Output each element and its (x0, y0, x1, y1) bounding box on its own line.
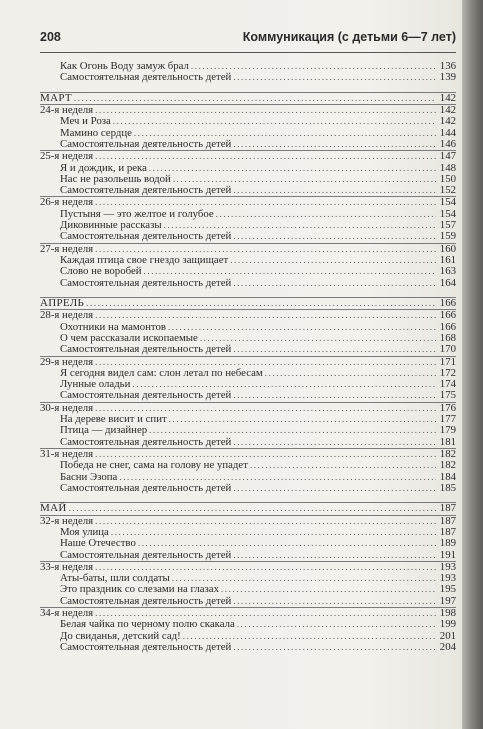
toc-page-number: 185 (439, 481, 456, 494)
toc-label: До свиданья, детский сад! (60, 629, 181, 642)
dot-leader (95, 310, 436, 321)
toc-page-number: 175 (439, 389, 456, 402)
dot-leader (111, 527, 436, 538)
toc-label: Птица — дизайнер (60, 424, 148, 437)
dot-leader (233, 344, 436, 355)
toc-page-number: 148 (439, 161, 456, 174)
page-number: 208 (40, 30, 61, 44)
toc-label: Самостоятельная деятельность детей (60, 435, 232, 448)
toc-label: 29-я неделя (40, 355, 94, 368)
toc-page-number: 168 (439, 331, 456, 344)
toc-label: Охотники на мамонтов (60, 320, 166, 333)
toc-entry-row (40, 266, 456, 277)
toc-week-row (40, 196, 456, 208)
toc-page-number: 172 (439, 366, 456, 379)
toc-entry-row (40, 596, 456, 607)
dot-leader (138, 538, 436, 549)
dot-leader (233, 390, 436, 401)
toc-entry-row (40, 344, 456, 355)
toc-month-row (40, 297, 456, 309)
toc-label: Самостоятельная деятельность детей (60, 230, 232, 243)
toc-entry-row (40, 460, 456, 471)
toc-page-number: 191 (439, 548, 456, 561)
dot-leader (95, 105, 436, 116)
toc-entry-row (40, 278, 456, 289)
dot-leader (95, 151, 436, 162)
toc-label: 33-я неделя (40, 560, 94, 573)
dot-leader (233, 437, 436, 448)
dot-leader (233, 72, 436, 83)
toc-entry-row (40, 139, 456, 150)
toc-page-number: 154 (439, 207, 456, 220)
toc-page-number: 142 (439, 115, 456, 128)
toc-page-number: 166 (439, 296, 456, 309)
toc-page-number: 179 (439, 424, 456, 437)
dot-leader (168, 322, 436, 333)
toc-label: Слово не воробей (60, 265, 142, 278)
toc-page-number: 204 (439, 641, 456, 653)
toc-entry-row (40, 619, 456, 630)
toc-page-number: 152 (439, 184, 456, 197)
table-of-contents (40, 61, 456, 653)
dot-leader (216, 209, 436, 220)
toc-page-number: 136 (439, 60, 456, 72)
dot-leader (250, 460, 436, 471)
dot-leader (86, 298, 436, 309)
toc-label: Наше Отечество (60, 537, 136, 550)
toc-label: Я и дождик, и река (60, 161, 147, 174)
dot-leader (144, 266, 436, 277)
toc-label: 31-я неделя (40, 448, 94, 460)
toc-label: Самостоятельная деятельность детей (60, 594, 232, 607)
toc-week-row (40, 309, 456, 321)
toc-entry-row (40, 550, 456, 561)
toc-page-number: 199 (439, 618, 456, 631)
header-rule (40, 52, 456, 53)
toc-label: Самостоятельная деятельность детей (60, 137, 232, 150)
toc-page-number: 189 (439, 537, 456, 550)
toc-page-number: 197 (439, 594, 456, 607)
toc-page-number: 174 (439, 378, 456, 391)
toc-label: 32-я неделя (40, 514, 94, 527)
dot-leader (221, 584, 436, 595)
toc-page-number: 154 (439, 196, 456, 209)
toc-month-row (40, 502, 456, 514)
dot-leader (149, 163, 436, 174)
dot-leader (233, 231, 436, 242)
toc-page-number: 160 (439, 242, 456, 255)
toc-page-number: 157 (439, 219, 456, 232)
toc-page-number: 181 (439, 435, 456, 448)
toc-page-number: 182 (439, 448, 456, 460)
dot-leader (74, 93, 436, 104)
toc-label: Лунные оладьи (60, 378, 131, 391)
toc-label: Диковинные рассказы (60, 219, 162, 232)
running-title: Коммуникация (с детьми 6—7 лет) (242, 30, 456, 44)
toc-label: АПРЕЛЬ (40, 296, 85, 309)
dot-leader (265, 368, 436, 379)
toc-page-number: 166 (439, 320, 456, 333)
toc-page-number: 193 (439, 560, 456, 573)
page-edge-shadow (462, 0, 483, 729)
toc-label: Как Огонь Воду замуж брал (60, 60, 189, 72)
dot-leader (233, 139, 436, 150)
dot-leader (233, 550, 436, 561)
toc-page-number: 144 (439, 126, 456, 139)
toc-week-row (40, 150, 456, 162)
toc-page-number: 195 (439, 583, 456, 596)
toc-page-number: 147 (439, 150, 456, 163)
toc-page-number: 187 (439, 502, 456, 515)
toc-entry-row (40, 185, 456, 196)
dot-leader (200, 333, 436, 344)
toc-label: Басни Эзопа (60, 470, 118, 483)
toc-page-number: 187 (439, 525, 456, 538)
toc-label: Это праздник со слезами на глазах (60, 583, 219, 596)
toc-week-row (40, 356, 456, 368)
toc-label: 30-я неделя (40, 401, 94, 414)
dot-leader (233, 185, 436, 196)
toc-entry-row (40, 390, 456, 401)
toc-label: Пустыня — это желтое и голубое (60, 207, 214, 220)
dot-leader (233, 483, 436, 494)
toc-label: МАЙ (40, 502, 67, 515)
dot-leader (233, 596, 436, 607)
toc-entry-row (40, 437, 456, 448)
toc-label: 28-я неделя (40, 309, 94, 322)
toc-entry-row (40, 483, 456, 494)
toc-page-number: 184 (439, 470, 456, 483)
toc-page-number: 176 (439, 401, 456, 414)
toc-page-number: 177 (439, 413, 456, 426)
dot-leader (230, 255, 436, 266)
toc-label: 25-я неделя (40, 150, 94, 163)
toc-label: Самостоятельная деятельность детей (60, 641, 232, 653)
toc-label: Самостоятельная деятельность детей (60, 481, 232, 494)
dot-leader (169, 414, 436, 425)
dot-leader (95, 516, 436, 527)
toc-page-number: 163 (439, 265, 456, 278)
toc-entry-row (40, 116, 456, 127)
dot-leader (149, 425, 436, 436)
toc-label: Каждая птица свое гнездо защищает (60, 254, 229, 266)
toc-label: О чем рассказали ископаемые (60, 331, 198, 344)
toc-entry-row (40, 425, 456, 436)
toc-page-number: 182 (439, 459, 456, 472)
toc-page-number: 150 (439, 172, 456, 185)
dot-leader (237, 619, 436, 630)
toc-page-number: 161 (439, 254, 456, 266)
dot-leader (233, 278, 436, 289)
toc-page-number: 187 (439, 514, 456, 527)
toc-label: Победа не снег, сама на голову не упадет (60, 459, 248, 472)
toc-label: 26-я неделя (40, 196, 94, 209)
toc-entry-row (40, 231, 456, 242)
toc-label: Самостоятельная деятельность детей (60, 548, 232, 561)
toc-page-number: 170 (439, 343, 456, 356)
toc-month-row (40, 92, 456, 104)
toc-page-number: 142 (439, 91, 456, 104)
toc-label: Белая чайка по черному полю скакала (60, 618, 235, 631)
toc-page-number: 142 (439, 103, 456, 116)
toc-label: 34-я неделя (40, 607, 94, 620)
toc-label: Моя улица (60, 525, 109, 538)
toc-page-number: 193 (439, 572, 456, 585)
dot-leader (69, 503, 436, 514)
toc-entry-row (40, 642, 456, 653)
toc-entry-row (40, 538, 456, 549)
toc-label: Самостоятельная деятельность детей (60, 343, 232, 356)
toc-label: Мамино сердце (60, 126, 132, 139)
toc-page-number: 201 (439, 629, 456, 642)
toc-label: Я сегодня видел сам: слон летал по небесам (60, 366, 263, 379)
toc-label: Самостоятельная деятельность детей (60, 389, 232, 402)
toc-label: Самостоятельная деятельность детей (60, 184, 232, 197)
toc-page-number: 171 (439, 355, 456, 368)
toc-page-number: 146 (439, 137, 456, 150)
toc-label: 24-я неделя (40, 103, 94, 116)
toc-label: МАРТ (40, 91, 72, 104)
toc-label: Аты-баты, шли солдаты (60, 572, 170, 585)
toc-label: Самостоятельная деятельность детей (60, 71, 232, 84)
toc-page-number: 166 (439, 309, 456, 322)
toc-page-number: 164 (439, 276, 456, 289)
toc-label: Меч и Роза (60, 115, 111, 128)
toc-label: Нас не разольешь водой (60, 172, 171, 185)
toc-label: Самостоятельная деятельность детей (60, 276, 232, 289)
toc-page-number: 139 (439, 71, 456, 84)
dot-leader (233, 642, 436, 653)
toc-page-number: 198 (439, 607, 456, 620)
toc-label: 27-я неделя (40, 242, 94, 255)
dot-leader (113, 116, 436, 127)
toc-page-number: 159 (439, 230, 456, 243)
toc-entry-row (40, 72, 456, 83)
toc-label: На дереве висит и спит (60, 413, 167, 426)
